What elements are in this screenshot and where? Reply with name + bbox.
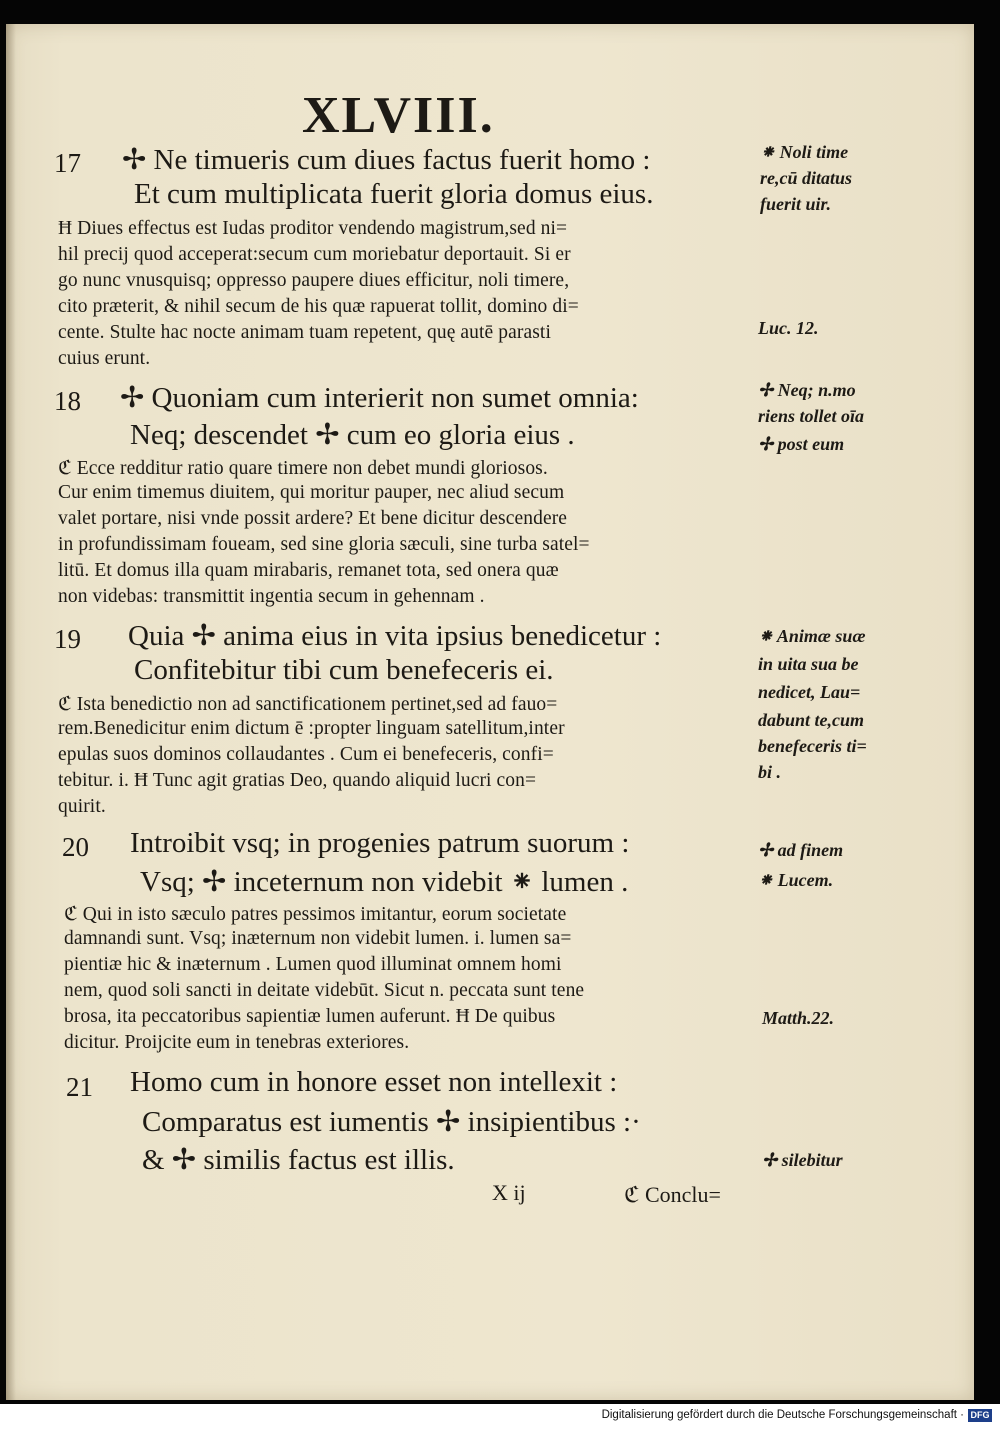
commentary-line: valet portare, nisi vnde possit ardere? Et bene dicitur descendere <box>58 508 568 529</box>
verse-number: 18 <box>54 386 81 416</box>
folio-number: XLVIII. <box>302 87 495 144</box>
margin-note: in uita sua be <box>758 654 859 674</box>
commentary-line: ℭ Ista benedictio non ad sanctificationem pertinet,sed ad fauo= <box>58 694 558 715</box>
verse-line: Quia ✢ anima eius in vita ipsius benedicetur : <box>128 620 662 652</box>
commentary-line: tebitur. i. Ħ Tunc agit gratias Deo, quando aliquid lucri con= <box>58 770 537 791</box>
margin-note: Luc. 12. <box>758 318 819 338</box>
commentary-line: hil precij quod acceperat:secum cum moriebatur deportauit. Si er <box>58 244 571 265</box>
footer-credit-text: Digitalisierung gefördert durch die Deutsche Forschungsgemeinschaft · <box>601 1409 964 1421</box>
verse-line: Vsq; ✢ inceternum non videbit ⁕ lumen . <box>140 866 629 898</box>
commentary-line: brosa, ita peccatoribus sapientiæ lumen auferunt. Ħ De quibus <box>64 1006 556 1027</box>
margin-note: re,cū ditatus <box>760 168 853 188</box>
commentary-line: cito præterit, & nihil secum de his quæ rapuerat tollit, domino di= <box>58 296 579 317</box>
verse-line: ✢ Ne timueris cum diues factus fuerit homo : <box>122 144 651 176</box>
margin-note: ✢ ad finem <box>758 840 844 860</box>
verse-line: Et cum multiplicata fuerit gloria domus eius. <box>134 178 654 210</box>
commentary-line: non videbas: transmittit ingentia secum in gehennam . <box>58 586 485 607</box>
book-page <box>6 24 974 1400</box>
margin-note: dabunt te,cum <box>758 710 865 730</box>
commentary-line: litū. Et domus illa quam mirabaris, remanet tota, sed onera quæ <box>58 560 559 581</box>
commentary-line: nem, quod soli sancti in deitate videbūt. Sicut n. peccata sunt tene <box>64 980 585 1001</box>
dfg-logo: DFG <box>968 1409 992 1422</box>
commentary-line: ℭ Qui in isto sæculo patres pessimos imitantur, eorum societate <box>64 904 567 925</box>
margin-note: ⁕ Animæ suæ <box>758 626 866 646</box>
verse-number: 19 <box>54 624 81 654</box>
commentary-line: pientiæ hic & inæternum . Lumen quod illuminat omnem homi <box>64 954 562 975</box>
margin-note: ✢ Neq; n.mo <box>758 380 856 400</box>
margin-note: bi . <box>758 762 782 782</box>
margin-note: ✢ post eum <box>758 434 845 454</box>
margin-note: ⁕ Lucem. <box>758 870 834 890</box>
commentary-line: go nunc vnusquisq; oppresso paupere diues efficitur, noli timere, <box>58 270 570 291</box>
verse-line: Neq; descendet ✢ cum eo gloria eius . <box>130 419 575 451</box>
margin-note: nedicet, Lau= <box>758 682 861 702</box>
commentary-line: cuius erunt. <box>58 348 151 369</box>
verse-line: Comparatus est iumentis ✢ insipientibus :· <box>142 1106 641 1138</box>
commentary-line: cente. Stulte hac nocte animam tuam repetent, quę autē parasti <box>58 322 551 343</box>
commentary-line: damnandi sunt. Vsq; inæternum non videbit lumen. i. lumen sa= <box>64 928 572 949</box>
commentary-line: Cur enim timemus diuitem, qui moritur pauper, nec aliud secum <box>58 482 565 503</box>
verse-line: & ✢ similis factus est illis. <box>142 1144 455 1176</box>
margin-note: Matth.22. <box>762 1008 835 1028</box>
commentary-line: rem.Benedicitur enim dictum ē :propter linguam satellitum,inter <box>58 718 565 739</box>
digitization-footer <box>0 1404 1000 1429</box>
verse-number: 21 <box>66 1072 93 1102</box>
margin-note: fuerit uir. <box>760 194 832 214</box>
commentary-line: dicitur. Proijcite eum in tenebras exteriores. <box>64 1032 410 1053</box>
commentary-line: quirit. <box>58 796 106 817</box>
margin-note: ✢ silebitur <box>762 1150 843 1170</box>
margin-note: riens tollet oīa <box>758 406 865 426</box>
verse-line: Homo cum in honore esset non intellexit : <box>130 1066 618 1098</box>
margin-note: ⁕ Noli time <box>760 142 849 162</box>
commentary-line: in profundissimam foueam, sed sine gloria sæculi, sine turba satel= <box>58 534 590 555</box>
commentary-line: Ħ Diues effectus est Iudas proditor vendendo magistrum,sed ni= <box>58 218 568 239</box>
verse-line: Introibit vsq; in progenies patrum suorum : <box>130 827 630 859</box>
verse-number: 17 <box>54 148 81 178</box>
verse-line: ✢ Quoniam cum interierit non sumet omnia: <box>120 382 639 414</box>
commentary-line: epulas suos dominos collaudantes . Cum ei benefeceris, confi= <box>58 744 554 765</box>
verse-number: 20 <box>62 832 89 862</box>
commentary-line: ℭ Ecce redditur ratio quare timere non debet mundi gloriosos. <box>58 458 548 479</box>
margin-note: benefeceris ti= <box>758 736 867 756</box>
verse-line: Confitebitur tibi cum benefeceris ei. <box>134 654 554 686</box>
signature-mark: X ij <box>492 1180 526 1205</box>
catchword: ℭ Conclu= <box>624 1182 721 1207</box>
